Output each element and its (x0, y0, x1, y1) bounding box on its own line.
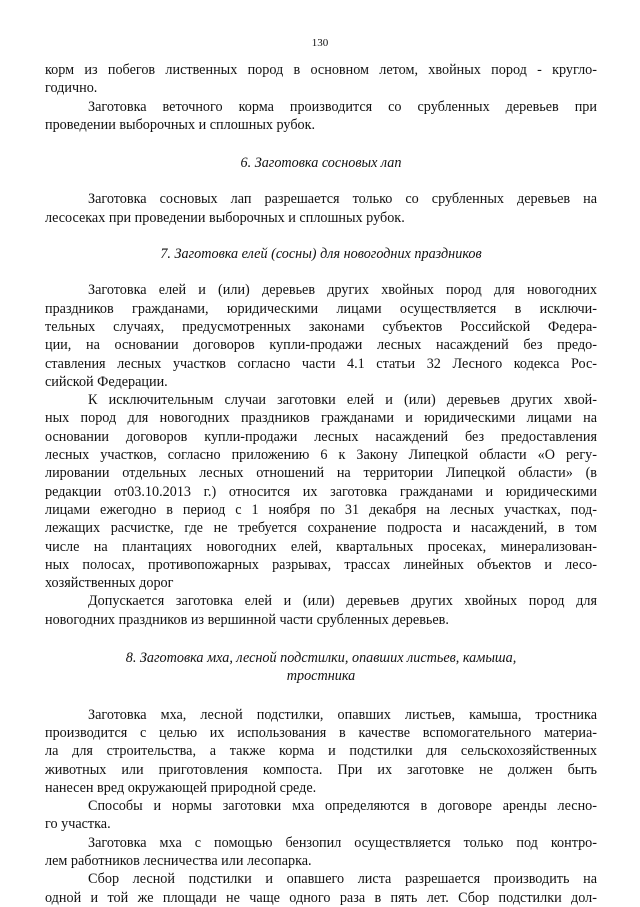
text-line: лесных участков, согласно приложению 6 к Закону Липецкой области «О регу- (45, 447, 597, 464)
text-line: ставления лесных участков согласно части 4.1 статьи 32 Лесного кодекса Рос- (45, 355, 597, 372)
paragraph-pine-branches (45, 190, 597, 227)
heading-section-6 (45, 154, 597, 172)
paragraph-christmas-trees-tops (45, 592, 597, 629)
heading-line: 6. Заготовка сосновых лап (240, 155, 402, 172)
text-line: Заготовка елей и (или) деревьев других хвойных пород для новогодних (88, 282, 597, 299)
text-line: животных или приготовления компоста. При их заготовке не должен быть (45, 761, 597, 778)
paragraph-branch-feed (45, 98, 597, 135)
paragraph-moss-saws (45, 834, 597, 871)
page-number: 130 (311, 37, 329, 49)
text-line: Сбор лесной подстилки и опавшего листа разрешается производить на (88, 871, 597, 888)
paragraph-moss-harvesting (45, 706, 597, 797)
text-line: лем работников лесничества или лесопарка. (45, 852, 312, 869)
text-line: корм из побегов лиственных пород в основном летом, хвойных пород - кругло- (45, 62, 597, 78)
spacer (45, 629, 597, 649)
text-line: годично. (45, 80, 98, 97)
text-line: ных полосах, противопожарных разрывах, трассах линейных объектов и лесо- (45, 556, 597, 573)
text-line: производится с целью их использования в качестве вспомогательного материа- (45, 724, 597, 741)
text-line: нанесен вред окружающей природной среде. (45, 779, 317, 796)
spacer (45, 172, 597, 190)
paragraph-christmas-trees-exceptional (45, 391, 597, 592)
text-line: Способы и нормы заготовки мха определяются в договоре аренды лесно- (88, 798, 597, 815)
text-line: го участка. (45, 816, 111, 833)
text-line: новогодних праздников из вершинной части срубленных деревьев. (45, 611, 449, 628)
document-body (45, 61, 597, 907)
text-line: Заготовка мха с помощью бензопил осуществляется только под контро- (88, 834, 597, 851)
text-line: одной и той же площади не чаще одного раза в пять лет. Сбор подстилки дол- (45, 889, 597, 906)
text-line: сийской Федерации. (45, 373, 168, 390)
text-line: тельных случаях, предусмотренных законами субъектов Российской Федера- (45, 318, 597, 335)
text-line: ных пород для новогодних праздников гражданами и юридическими лицами на (45, 410, 597, 427)
text-line: лировании отдельных лесных отношений на территории Липецкой области» (в (45, 465, 597, 482)
heading-section-8 (45, 649, 597, 686)
spacer (45, 134, 597, 154)
text-line: ла для строительства, а также корма и подстилки для сельскохозяйственных (45, 743, 597, 760)
text-line: лежащих расчистке, где не требуется сохранение подроста и насаждений, в том (45, 520, 597, 537)
text-line: К исключительным случаи заготовки елей и (или) деревьев других хвой- (88, 392, 597, 409)
paragraph-continuation (45, 61, 597, 98)
text-line: проведении выборочных и сплошных рубок. (45, 116, 316, 133)
heading-line: 8. Заготовка мха, лесной подстилки, опавших листьев, камыша, (125, 650, 517, 667)
text-line: числе на плантациях новогодних елей, квартальных просеках, минерализован- (45, 538, 597, 555)
text-line: Заготовка веточного корма производится со срубленных деревьев при (88, 98, 597, 115)
text-line: лесосеках при проведении выборочных и сплошных рубок. (45, 209, 405, 226)
text-line: праздников гражданами, юридическими лицами осуществляется в исключи- (45, 300, 597, 317)
text-line: Заготовка сосновых лап разрешается только со срубленных деревьев на (88, 191, 597, 208)
text-line: Заготовка мха, лесной подстилки, опавших листьев, камыша, тростника (88, 706, 597, 723)
heading-line: тростника (286, 668, 356, 685)
spacer (45, 227, 597, 245)
text-line: Допускается заготовка елей и (или) деревьев других хвойных пород для (88, 593, 597, 610)
text-line: ции, на основании договоров купли-продажи лесных насаждений без предо- (45, 337, 597, 354)
heading-section-7 (45, 245, 597, 263)
paragraph-litter-collection (45, 870, 597, 907)
text-line: лицами ежегодно в период с 1 ноября по 31 декабря на лесных участках, под- (45, 501, 597, 518)
text-line: основании договоров купли-продажи лесных насаждений без предоставления (45, 428, 597, 445)
paragraph-christmas-trees-general (45, 281, 597, 391)
text-line: редакции от03.10.2013 г.) относится их заготовка гражданами и юридическими (45, 483, 597, 500)
spacer (45, 686, 597, 706)
spacer (45, 263, 597, 281)
heading-line: 7. Заготовка елей (сосны) для новогодних праздников (160, 246, 482, 263)
paragraph-moss-norms (45, 797, 597, 834)
text-line: хозяйственных дорог (45, 575, 174, 592)
